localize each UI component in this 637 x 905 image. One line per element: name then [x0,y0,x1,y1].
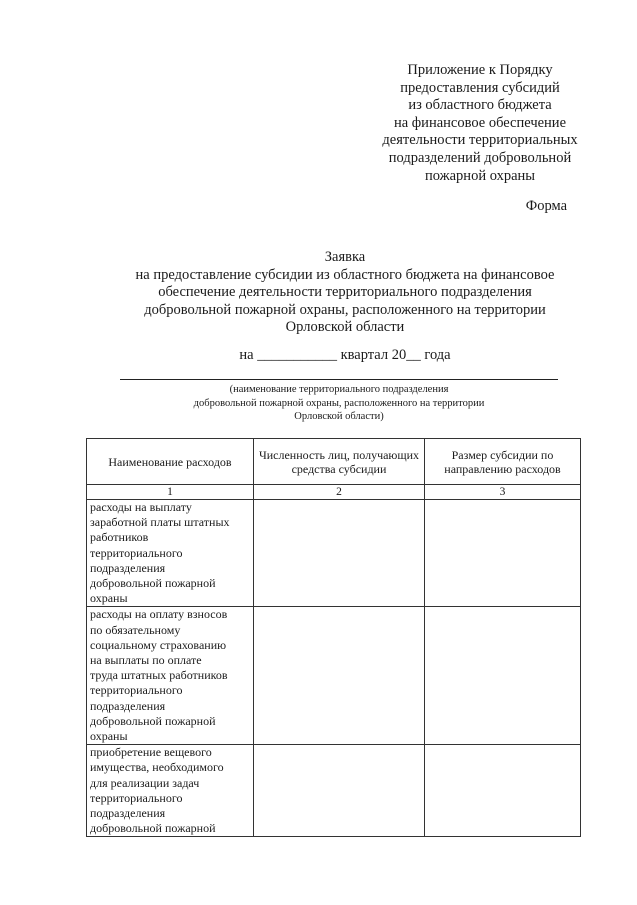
appendix-line: пожарной охраны [424,167,536,184]
expense-line: территориального [90,683,183,698]
header-recipients-count: Численность лиц, получающих средства субсидии [254,439,425,485]
header-subsidy-amount: Размер субсидии по направлению расходов [425,439,581,485]
quarter-line: на ___________ квартал 20__ года [239,347,451,363]
expense-line: подразделения [90,806,166,821]
expense-line: подразделения [90,560,166,575]
appendix-line: на финансовое обеспечение [393,114,567,131]
title-line: Орловской области [285,319,405,336]
expense-line: расходы на оплату взносов [90,607,228,622]
expense-line: расходы на выплату [90,500,192,514]
column-number-row [87,485,581,500]
expense-line: по обязательному [90,622,181,637]
title-line: добровольной пожарной охраны, расположенного на территории [144,301,546,318]
expense-line: заработной платы штатных [90,515,230,530]
unit-name-field-line [120,379,558,380]
appendix-line: предоставления субсидий [400,79,560,96]
table-row [87,607,581,745]
title-heading: Заявка [324,249,366,265]
table-row [87,745,581,837]
expense-line: добровольной пожарной [90,576,216,591]
appendix-line: деятельности территориальных [382,132,578,149]
expense-line: социальному страхованию [90,637,227,652]
table-row [87,500,581,607]
subsidy-amount-cell[interactable] [425,745,581,837]
expense-line: на выплаты по оплате [90,653,202,668]
expense-line: для реализации задач [90,775,200,790]
expense-line: имущества, необходимого [90,760,224,775]
header-expense-name: Наименование расходов [87,439,254,485]
recipients-count-cell[interactable] [254,607,425,745]
form-label: Форма [525,198,567,214]
caption-line: добровольной пожарной охраны, расположенного на территории [193,397,485,409]
recipients-count-cell[interactable] [254,745,425,837]
expense-line: охраны [90,729,128,744]
expense-name-cell [87,500,254,607]
expense-line: добровольной пожарной [90,821,216,836]
expense-name-cell [87,745,254,837]
unit-name-caption [110,383,568,424]
title-line: на предоставление субсидии из областного бюджета на финансовое [135,266,555,283]
column-number: 2 [254,485,425,500]
expense-line: территориального [90,545,183,560]
expense-line: подразделения [90,698,166,713]
title-line: обеспечение деятельности территориального подразделения [158,284,532,301]
subsidy-amount-cell[interactable] [425,607,581,745]
subsidy-amount-cell[interactable] [425,500,581,607]
table-header-row [87,439,581,485]
expense-line: охраны [90,591,128,606]
appendix-line: из областного бюджета [408,97,552,114]
expenses-table [86,438,581,837]
appendix-header [360,62,600,185]
expense-line: приобретение вещевого [90,745,212,760]
expense-line: территориального [90,790,183,805]
column-number: 3 [425,485,581,500]
caption-line: Орловской области) [294,411,384,422]
caption-line: (наименование территориального подразделения [229,384,449,395]
document-title [60,249,630,337]
expense-name-cell [87,607,254,745]
recipients-count-cell[interactable] [254,500,425,607]
appendix-line: Приложение к Порядку [407,62,553,78]
expense-line: труда штатных работников [90,668,228,683]
expense-line: работников [90,530,149,545]
column-number: 1 [87,485,254,500]
expense-line: добровольной пожарной [90,713,216,728]
appendix-line: подразделений добровольной [388,149,572,166]
